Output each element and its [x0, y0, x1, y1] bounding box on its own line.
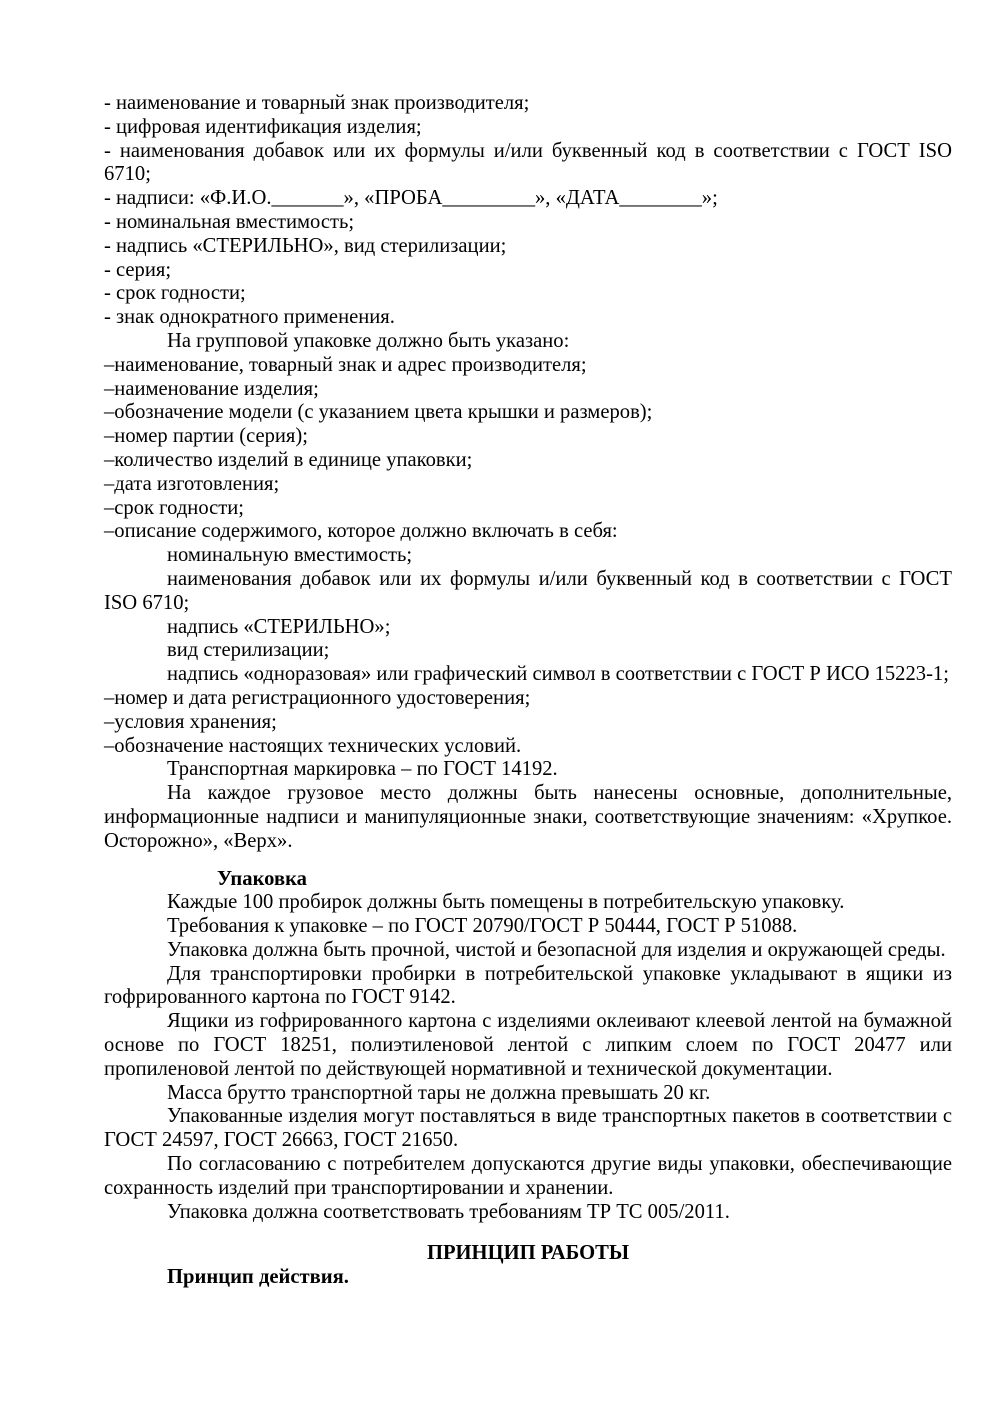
- list-item-shelf-life: - срок годности;: [104, 282, 246, 305]
- sub-item-sterilization-type: вид стерилизации;: [167, 639, 330, 662]
- paragraph-group-package-intro: На групповой упаковке должно быть указано:: [167, 329, 570, 352]
- paragraph-100-tubes: Каждые 100 пробирок должны быть помещены в потребительскую упаковку.: [167, 891, 845, 914]
- section-heading-principle-of-work: ПРИНЦИП РАБОТЫ: [426, 1242, 630, 1265]
- paragraph-transport-packages: Упакованные изделия могут поставляться в виде транспортных пакетов в соответствии с ГОСТ 24597, ГОСТ 26663, ГОСТ 21650.: [104, 1105, 952, 1152]
- list-item-quantity-per-package: –количество изделий в единице упаковки;: [104, 448, 473, 471]
- list-item-contents-description: –описание содержимого, которое должно включать в себя:: [104, 520, 618, 543]
- paragraph-cargo-marking: На каждое грузовое место должны быть нанесены основные, дополнительные, информационные надписи и манипуляционные знаки, соответствующие значениям: «Хрупкое. Осторожно», «Верх».: [104, 782, 952, 852]
- list-item-technical-conditions: –обозначение настоящих технических условий.: [104, 734, 522, 757]
- list-item-model-designation: –обозначение модели (с указанием цвета крышки и размеров);: [104, 401, 653, 424]
- list-item-digital-id: - цифровая идентификация изделия;: [104, 115, 422, 138]
- list-item-single-use-sign: - знак однократного применения.: [104, 306, 395, 329]
- list-item-labels-fio-proba-data: - надписи: «Ф.И.О._______», «ПРОБА_________», «ДАТА________»;: [104, 187, 718, 210]
- paragraph-package-safety: Упаковка должна быть прочной, чистой и безопасной для изделия и окружающей среды.: [167, 938, 946, 961]
- paragraph-box-taping: Ящики из гофрированного картона с изделиями оклеивают клеевой лентой на бумажной основе по ГОСТ 18251, полиэтиленовой лентой с липким слоем по ГОСТ 20477 или пропиленовой лентой по действующей нормативной и технической документации.: [104, 1010, 952, 1080]
- list-item-name-trademark-address: –наименование, товарный знак и адрес производителя;: [104, 353, 587, 376]
- paragraph-gross-weight: Масса брутто транспортной тары не должна превышать 20 кг.: [167, 1081, 711, 1104]
- list-item-sterile-label: - надпись «СТЕРИЛЬНО», вид стерилизации;: [104, 234, 507, 257]
- section-heading-packaging: Упаковка: [217, 867, 307, 890]
- list-item-nominal-capacity: - номинальная вместимость;: [104, 210, 355, 233]
- sub-item-additives-code: наименования добавок или их формулы и/или буквенный код в соответствии с ГОСТ ISO 6710;: [104, 567, 952, 614]
- paragraph-transport-marking: Транспортная маркировка – по ГОСТ 14192.: [167, 758, 558, 781]
- list-item-series: - серия;: [104, 258, 172, 281]
- paragraph-other-packaging: По согласованию с потребителем допускаются другие виды упаковки, обеспечивающие сохранность изделий при транспортировании и хранении.: [104, 1153, 952, 1199]
- paragraph-tr-ts-compliance: Упаковка должна соответствовать требованиям ТР ТС 005/2011.: [167, 1200, 730, 1223]
- list-item-manufacture-date: –дата изготовления;: [104, 472, 280, 495]
- list-item-product-name: –наименование изделия;: [104, 377, 319, 400]
- paragraph-package-requirements: Требования к упаковке – по ГОСТ 20790/ГОСТ Р 50444, ГОСТ Р 51088.: [167, 915, 798, 938]
- paragraph-transport-boxes: Для транспортировки пробирки в потребительской упаковке укладывают в ящики из гофрированного картона по ГОСТ 9142.: [104, 962, 952, 1009]
- paragraph-principle-of-action: Принцип действия.: [167, 1266, 349, 1289]
- list-item-batch-number: –номер партии (серия);: [104, 425, 308, 448]
- list-item-additives-code: - наименования добавок или их формулы и/или буквенный код в соответствии с ГОСТ ISO 6710;: [104, 139, 952, 186]
- list-item-registration-certificate: –номер и дата регистрационного удостоверения;: [104, 686, 531, 709]
- list-item-shelf-life-2: –срок годности;: [104, 496, 245, 519]
- list-item-storage-conditions: –условия хранения;: [104, 710, 277, 733]
- sub-item-single-use-label: надпись «одноразовая» или графический символ в соответствии с ГОСТ Р ИСО 15223-1;: [167, 663, 949, 686]
- list-item-manufacturer-name: - наименование и товарный знак производителя;: [104, 92, 530, 114]
- sub-item-nominal-capacity: номинальную вместимость;: [167, 544, 413, 567]
- sub-item-sterile-label: надпись «СТЕРИЛЬНО»;: [167, 615, 391, 638]
